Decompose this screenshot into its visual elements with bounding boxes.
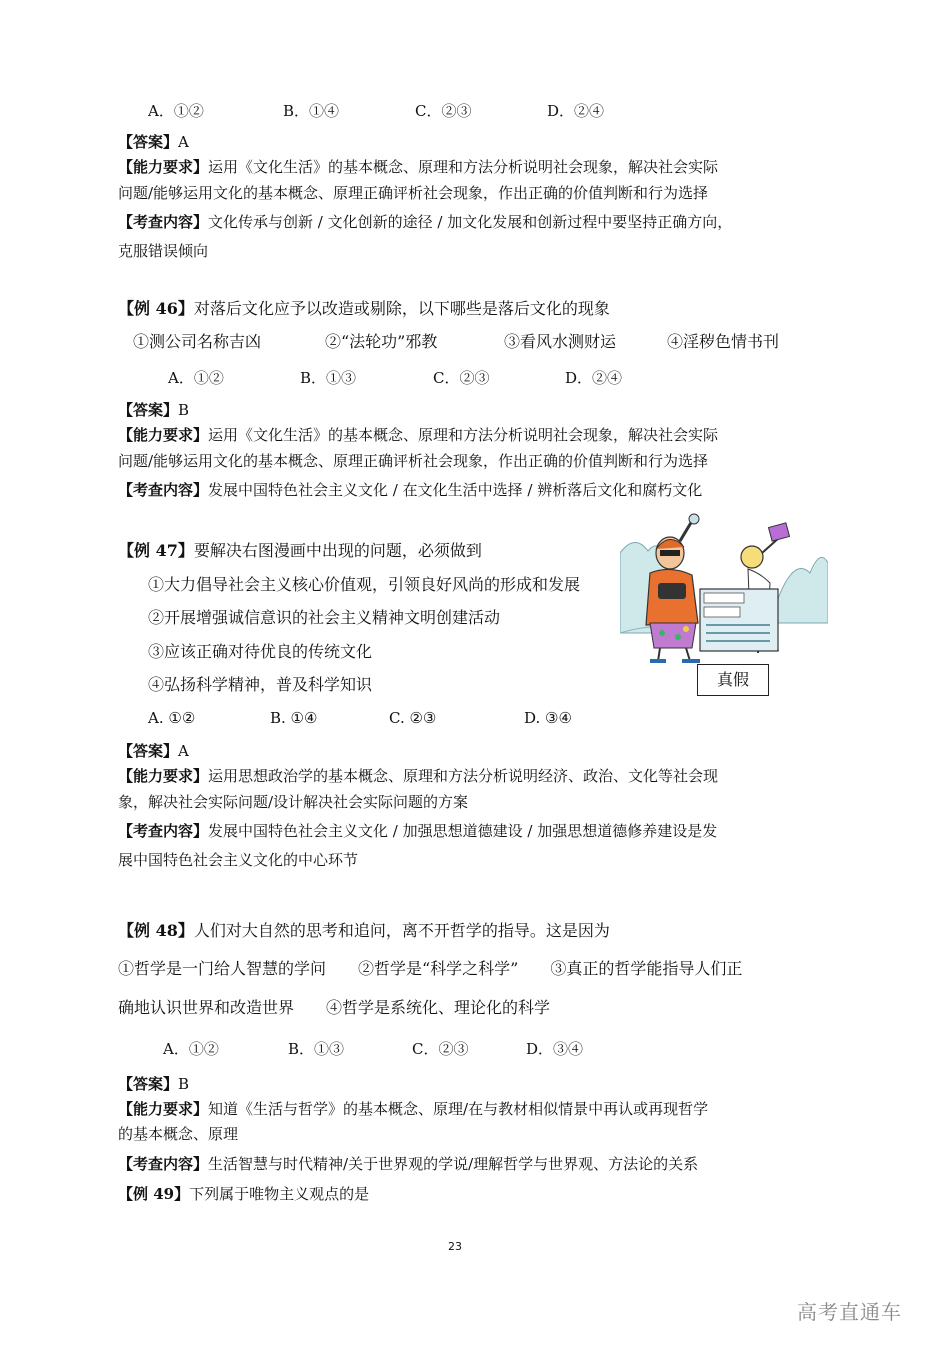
q46-option-c: C．②③ <box>433 369 490 387</box>
q45-answer <box>118 133 189 151</box>
q47-stem <box>118 542 482 560</box>
q46-option-d: D．②④ <box>565 369 623 387</box>
answer-value: B <box>178 401 190 419</box>
content-text: 发展中国特色社会主义文化 / 在文化生活中选择 / 辨析落后文化和腐朽文化 <box>208 481 703 499</box>
q46-item-4: ④淫秽色情书刊 <box>667 332 780 351</box>
q48-answer <box>118 1075 189 1093</box>
answer-value: A <box>178 742 189 760</box>
answer-value: A <box>178 133 189 151</box>
ability-text: 运用思想政治学的基本概念、原理和方法分析说明经济、政治、文化等社会现 <box>208 767 719 785</box>
q47-item-4: ④弘扬科学精神，普及科学知识 <box>148 675 373 694</box>
q46-answer <box>118 401 189 419</box>
watermark: 高考直通车 <box>797 1300 902 1324</box>
q47-content-line1 <box>118 822 717 840</box>
q48-content-line1 <box>118 1155 698 1173</box>
question-text: 要解决右图漫画中出现的问题，必须做到 <box>193 541 482 560</box>
q47-option-a: A. ①② <box>148 709 196 727</box>
content-text: 生活智慧与时代精神/关于世界观的学说/理解哲学与世界观、方法论的关系 <box>208 1155 699 1173</box>
q47-ability-line1 <box>118 767 718 785</box>
q47-option-d: D. ③④ <box>524 709 572 727</box>
q46-item-3: ③看风水测财运 <box>504 332 617 351</box>
ability-text: 知道《生活与哲学》的基本概念、原理/在与教材相似情景中再认或再现哲学 <box>208 1100 709 1118</box>
content-text: 发展中国特色社会主义文化 / 加强思想道德建设 / 加强思想道德修养建设是发 <box>208 822 718 840</box>
q45-ability-line2: 问题/能够运用文化的基本概念、原理正确评析社会现象，作出正确的价值判断和行为选择 <box>118 184 709 202</box>
q48-option-c: C．②③ <box>412 1040 469 1058</box>
q48-option-b: B．①③ <box>288 1040 345 1058</box>
q49-stem <box>118 1185 369 1203</box>
content-text: 文化传承与创新 / 文化创新的途径 / 加文化发展和创新过程中要坚持正确方向， <box>208 213 733 231</box>
ability-text: 运用《文化生活》的基本概念、原理和方法分析说明社会现象，解决社会实际 <box>208 426 719 444</box>
ability-label: 【能力要求】 <box>118 1100 209 1118</box>
q45-option-a: A．①② <box>148 102 204 120</box>
ability-label: 【能力要求】 <box>118 426 209 444</box>
q45-option-b: B．①④ <box>283 102 340 120</box>
content-label: 【考查内容】 <box>118 213 209 231</box>
q46-option-b: B．①③ <box>300 369 357 387</box>
q46-ability-line2: 问题/能够运用文化的基本概念、原理正确评析社会现象，作出正确的价值判断和行为选择 <box>118 452 709 470</box>
question-label: 【例 47】 <box>118 541 194 560</box>
q45-content-line1 <box>118 213 732 231</box>
cartoon-illustration <box>620 513 828 668</box>
q47-option-c: C. ②③ <box>389 709 437 727</box>
q48-ability-line2: 的基本概念、原理 <box>118 1125 239 1143</box>
question-label: 【例 46】 <box>118 299 194 318</box>
q46-item-1: ①测公司名称吉凶 <box>133 332 262 351</box>
ability-label: 【能力要求】 <box>118 158 209 176</box>
q46-stem <box>118 300 610 318</box>
content-label: 【考查内容】 <box>118 1155 209 1173</box>
q46-option-a: A．①② <box>168 369 224 387</box>
q46-content-line1 <box>118 481 702 499</box>
answer-label: 【答案】 <box>118 742 179 760</box>
page-number: 23 <box>448 1240 462 1253</box>
q48-items-line2: 确地认识世界和改造世界 ④哲学是系统化、理论化的科学 <box>118 998 551 1017</box>
q47-ability-line2: 象，解决社会实际问题/设计解决社会实际问题的方案 <box>118 793 469 811</box>
content-label: 【考查内容】 <box>118 822 209 840</box>
q47-option-b: B. ①④ <box>270 709 318 727</box>
q48-option-a: A．①② <box>163 1040 219 1058</box>
answer-label: 【答案】 <box>118 1075 179 1093</box>
question-label: 【例 48】 <box>118 921 194 940</box>
q48-ability-line1 <box>118 1100 708 1118</box>
q46-item-2: ②“法轮功”邪教 <box>325 332 438 351</box>
q47-item-3: ③应该正确对待优良的传统文化 <box>148 642 373 661</box>
q48-stem <box>118 922 610 940</box>
q47-content-line2: 展中国特色社会主义文化的中心环节 <box>118 851 359 869</box>
q45-ability-line1 <box>118 158 718 176</box>
q45-option-c: C．②③ <box>415 102 472 120</box>
cartoon-caption: 真假 <box>697 664 769 696</box>
q45-content-line2: 克服错误倾向 <box>118 242 209 260</box>
ability-label: 【能力要求】 <box>118 767 209 785</box>
answer-label: 【答案】 <box>118 401 179 419</box>
ability-text: 运用《文化生活》的基本概念、原理和方法分析说明社会现象，解决社会实际 <box>208 158 719 176</box>
q47-item-1: ①大力倡导社会主义核心价值观，引领良好风尚的形成和发展 <box>148 575 581 594</box>
question-text: 下列属于唯物主义观点的是 <box>189 1185 370 1203</box>
q47-item-2: ②开展增强诚信意识的社会主义精神文明创建活动 <box>148 608 501 627</box>
answer-value: B <box>178 1075 190 1093</box>
question-label: 【例 49】 <box>118 1185 190 1203</box>
q48-option-d: D．③④ <box>526 1040 584 1058</box>
q46-ability-line1 <box>118 426 718 444</box>
question-text: 对落后文化应予以改造或剔除，以下哪些是落后文化的现象 <box>193 299 610 318</box>
question-text: 人们对大自然的思考和追问，离不开哲学的指导。这是因为 <box>193 921 610 940</box>
answer-label: 【答案】 <box>118 133 179 151</box>
q45-option-d: D．②④ <box>547 102 605 120</box>
q47-answer <box>118 742 189 760</box>
content-label: 【考查内容】 <box>118 481 209 499</box>
q48-items-line1: ①哲学是一门给人智慧的学问 ②哲学是“科学之科学” ③真正的哲学能指导人们正 <box>118 959 743 978</box>
